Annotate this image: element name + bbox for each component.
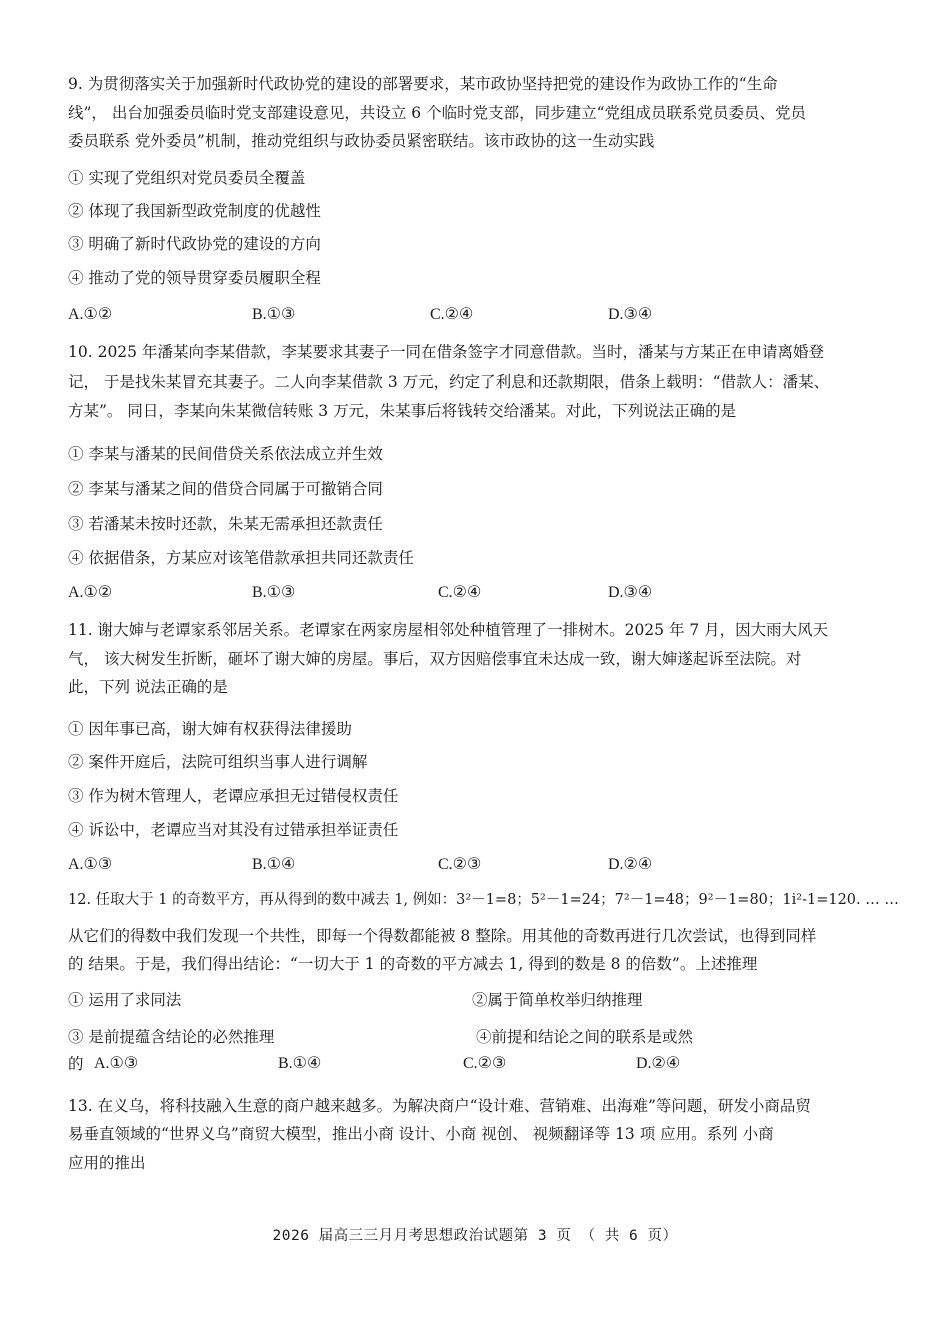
question-10-choice-a: A.①② (68, 584, 113, 601)
question-12-choice-b: B.①④ (278, 1055, 322, 1072)
question-10-stem-line: 记， 于是找朱某冒充其妻子。二人向李某借款 3 万元，约定了利息和还款期限，借条上载明：“借款人：潘某、 (68, 373, 830, 391)
question-12-choice-d: D.②④ (636, 1055, 681, 1072)
question-10-stem-line: 10. 2025 年潘某向李某借款，李某要求其妻子一同在借条签字才同意借款。当时，潘某与方某正在申请离婚登 (68, 343, 824, 361)
question-9-choice-b: B.①③ (252, 306, 296, 323)
question-13-stem-line: 易垂直领域的“世界义乌”商贸大模型，推出小商 设计、小商 视创、 视频翻译等 13 项 应用。系列 小商 (68, 1125, 774, 1143)
question-10-statement: ② 李某与潘某之间的借贷合同属于可撤销合同 (68, 480, 383, 498)
question-10-choice-b: B.①③ (252, 584, 296, 601)
question-10-statement: ③ 若潘某未按时还款，朱某无需承担还款责任 (68, 515, 383, 533)
question-10-statement: ① 李某与潘某的民间借贷关系依法成立并生效 (68, 445, 383, 463)
question-9-choice-d: D.③④ (608, 306, 653, 323)
question-11-stem-line: 11. 谢大婶与老谭家系邻居关系。老谭家在两家房屋相邻处种植管理了一排树木。2025 年 7 月，因大雨大风天 (68, 621, 829, 639)
question-11-statement: ③ 作为树木管理人，老谭应承担无过错侵权责任 (68, 787, 399, 805)
question-9-stem-line: 线”， 出台加强委员临时党支部建设意见，共设立 6 个临时党支部，同步建立“党组成员联系党员委员、党员 (68, 104, 806, 122)
question-12-stem-line: 的 结果。于是，我们得出结论：“一切大于 1 的奇数的平方减去 1, 得到的数是 8 的倍数”。上述推理 (68, 955, 758, 973)
question-11-stem-line: 气， 该大树发生折断，砸坏了谢大婶的房屋。事后，双方因赔偿事宜未达成一致，谢大婶遂起诉至法院。对 (68, 650, 802, 668)
question-12-statement: ④前提和结论之间的联系是或然 (476, 1028, 694, 1046)
question-11-statement: ① 因年事已高，谢大婶有权获得法律援助 (68, 720, 352, 738)
question-9-statement: ③ 明确了新时代政协党的建设的方向 (68, 235, 321, 253)
question-12-choice-a: A.①③ (94, 1055, 139, 1072)
question-12-statement-tail: 的 (68, 1055, 84, 1073)
question-11-choice-d: D.②④ (608, 856, 653, 873)
question-10-choice-c: C.②④ (438, 584, 482, 601)
question-12-choice-c: C.②③ (463, 1055, 507, 1072)
question-11-choice-b: B.①④ (252, 856, 296, 873)
question-13-stem-line: 13. 在义乌，将科技融入生意的商户越来越多。为解决商户“设计难、营销难、出海难”等问题，研发小商品贸 (68, 1097, 811, 1115)
question-12-stem-line: 从它们的得数中我们发现一个共性，即每一个得数都能被 8 整除。用其他的奇数再进行几次尝试，也得到同样 (68, 927, 817, 945)
question-10-statement: ④ 依据借条，方某应对该笔借款承担共同还款责任 (68, 549, 414, 567)
question-11-statement: ② 案件开庭后，法院可组织当事人进行调解 (68, 753, 368, 771)
question-12-stem-line: 12. 任取大于 1 的奇数平方，再从得到的数中减去 1, 例如：3²－1=8；5²－1=24；7²－1=48；9²－1=80；1i²-1=120. … … (68, 892, 899, 908)
page-footer: 2026 届高三三月月考思想政治试题第 3 页 （ 共 6 页） (272, 1228, 678, 1244)
question-10-stem-line: 方某”。 同日，李某向朱某微信转账 3 万元，朱某事后将钱转交给潘某。对此，下列说法正确的是 (68, 402, 737, 420)
question-9-statement: ② 体现了我国新型政党制度的优越性 (68, 202, 321, 220)
question-9-choice-a: A.①② (68, 306, 113, 323)
question-9-choice-c: C.②④ (430, 306, 474, 323)
question-11-choice-a: A.①③ (68, 856, 113, 873)
question-12-statement: ③ 是前提蕴含结论的必然推理 (68, 1028, 275, 1046)
question-10-choice-d: D.③④ (608, 584, 653, 601)
question-9-statement: ① 实现了党组织对党员委员全覆盖 (68, 169, 306, 187)
question-11-statement: ④ 诉讼中，老谭应当对其没有过错承担举证责任 (68, 821, 399, 839)
question-11-stem-line: 此，下列 说法正确的是 (68, 678, 228, 696)
question-12-statement: ②属于简单枚举归纳推理 (472, 991, 643, 1009)
question-13-stem-line: 应用的推出 (68, 1154, 146, 1172)
question-9-statement: ④ 推动了党的领导贯穿委员履职全程 (68, 269, 321, 287)
question-9-stem-line: 委员联系 党外委员”机制，推动党组织与政协委员紧密联结。该市政协的这一生动实践 (68, 132, 655, 150)
question-11-choice-c: C.②③ (438, 856, 482, 873)
question-9-stem-line: 9. 为贯彻落实关于加强新时代政协党的建设的部署要求，某市政协坚持把党的建设作为政协工作的“生命 (68, 75, 778, 93)
question-12-statement: ① 运用了求同法 (68, 991, 182, 1009)
